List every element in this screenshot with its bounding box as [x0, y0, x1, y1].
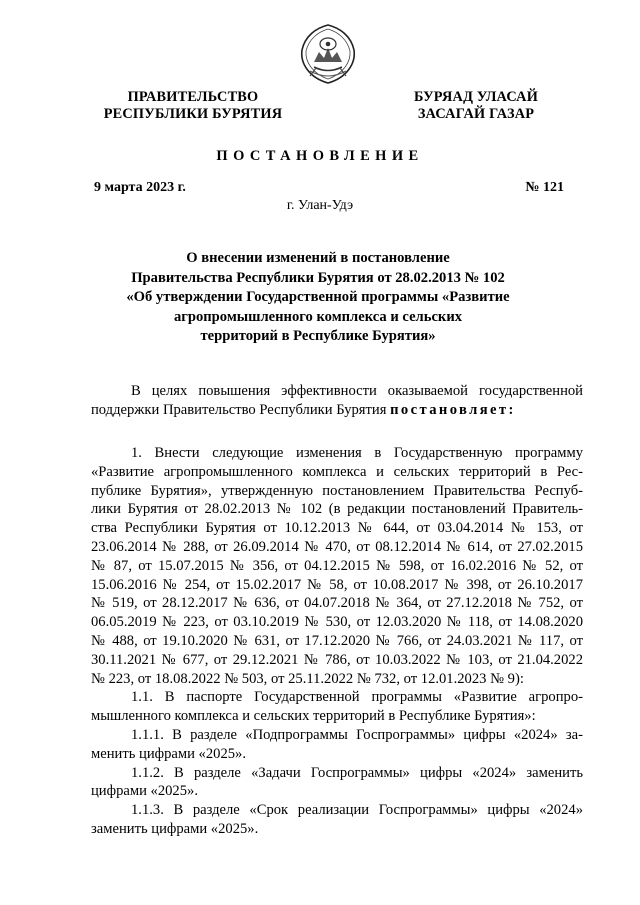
- government-name-buryat-line-2: ЗАСАГАЙ ГАЗАР: [417, 106, 535, 122]
- preamble-line: В целях повышения эффективности оказываемой государственной: [131, 383, 583, 399]
- document-number: № 121: [525, 180, 564, 195]
- government-name-russian: [86, 89, 300, 123]
- paragraph-line: № 223, от 18.08.2022 № 503, от 25.11.2022 № 732, от 12.01.2023 № 9):: [91, 670, 524, 687]
- paragraph-line: № 519, от 28.12.2017 № 636, от 04.07.2018 № 364, от 27.12.2018 № 752, от: [91, 595, 583, 612]
- subject-line: территорий в Республике Бурятия»: [200, 328, 436, 345]
- paragraph-line: ства Республики Бурятия от 10.12.2013 № 644, от 03.04.2014 № 153, от: [91, 520, 583, 537]
- paragraph-line: «Развитие агропромышленного комплекса и сельских территорий в Рес-: [91, 463, 583, 480]
- item-1-1-1-line: 1.1.1. В разделе «Подпрограммы Госпрограммы» цифры «2024» за-: [131, 726, 583, 743]
- item-1-1-line: мышленного комплекса и сельских территорий в Республике Бурятия»:: [91, 708, 536, 725]
- government-name-line-2: РЕСПУБЛИКИ БУРЯТИЯ: [103, 106, 283, 122]
- document-type-title: ПОСТАНОВЛЕНИЕ: [216, 148, 424, 164]
- subject-line: агропромышленного комплекса и сельских: [173, 308, 463, 325]
- item-1-1-3-line: 1.1.3. В разделе «Срок реализации Госпрограммы» цифры «2024»: [131, 802, 583, 819]
- government-name-buryat-line-1: БУРЯАД УЛАСАЙ: [413, 89, 539, 105]
- document-subject: [90, 249, 546, 347]
- item-1-1-line: 1.1. В паспорте Государственной программы «Развитие агропро-: [131, 689, 583, 706]
- paragraph-line: 15.06.2016 № 254, от 15.02.2017 № 58, от 10.08.2017 № 398, от 26.10.2017: [91, 576, 583, 593]
- preamble-line: [91, 401, 583, 420]
- item-1-1-1-line: менить цифрами «2025».: [91, 745, 246, 762]
- preamble-resolves: постановляет:: [390, 401, 516, 418]
- paragraph-line: № 87, от 15.07.2015 № 356, от 04.12.2015 № 598, от 16.02.2016 № 52, от: [91, 557, 583, 574]
- paragraph-line: 30.11.2021 № 677, от 29.12.2021 № 786, от 10.03.2022 № 103, от 21.04.2022: [91, 651, 583, 668]
- item-1-1-3-line: заменить цифрами «2025».: [91, 820, 259, 837]
- item-1-1-2-line: 1.1.2. В разделе «Задачи Госпрограммы» цифры «2024» заменить: [131, 764, 583, 781]
- paragraph-line: 06.05.2019 № 223, от 03.10.2019 № 530, от 12.03.2020 № 118, от 14.08.2020: [91, 614, 583, 631]
- paragraph-line: публике Бурятия», утвержденную постановлением Правительства Респуб-: [91, 482, 583, 499]
- government-name-buryat: [396, 89, 556, 123]
- paragraph-line: 23.06.2014 № 288, от 26.09.2014 № 470, от 08.12.2014 № 614, от 27.02.2015: [91, 538, 583, 555]
- paragraph-1: [91, 444, 583, 839]
- paragraph-line: № 488, от 19.10.2020 № 631, от 17.12.2020 № 766, от 24.03.2021 № 117, от: [91, 632, 583, 649]
- document-city: г. Улан-Удэ: [286, 198, 354, 213]
- coat-of-arms-icon: [296, 22, 360, 86]
- subject-line: О внесении изменений в постановление: [186, 250, 450, 266]
- preamble-text: поддержки Правительство Республики Бурятия: [91, 401, 387, 418]
- subject-line: «Об утверждении Государственной программы «Развитие: [126, 289, 510, 306]
- item-1-1-2-line: цифрами «2025».: [91, 783, 198, 800]
- document-date: 9 марта 2023 г.: [94, 180, 186, 195]
- paragraph-line: лики Бурятия от 28.02.2013 № 102 (в редакции постановлений Правитель-: [91, 501, 583, 518]
- subject-line: Правительства Республики Бурятия от 28.02.2013 № 102: [131, 269, 505, 286]
- preamble-paragraph: [91, 382, 583, 420]
- paragraph-line: 1. Внести следующие изменения в Государственную программу: [131, 445, 583, 461]
- government-name-line-1: ПРАВИТЕЛЬСТВО: [127, 89, 259, 105]
